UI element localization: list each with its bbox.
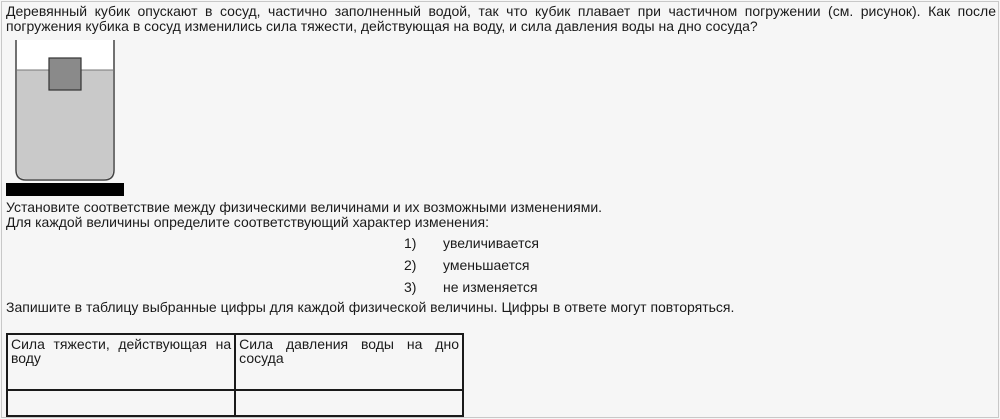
answer-cell-pressure[interactable]: [235, 390, 463, 416]
answer-table: [6, 333, 464, 417]
vessel-stand: [6, 183, 124, 196]
header-pressure-force: Сила давления воды на дно сосуда: [235, 334, 463, 390]
question-text: Деревянный кубик опускают в сосуд, частично заполненный водой, так что кубик плавает при частичном погружении (см. рисунок). Как после погружения кубика в сосуд изменились сила тяжести, действующая на воду, и сила давления воды на дно сосуда?: [6, 3, 996, 34]
table-answer-row: [7, 390, 463, 416]
option-text: увеличивается: [443, 235, 539, 251]
wooden-cube: [49, 58, 81, 90]
table-header-row: [7, 334, 463, 390]
option-number: 2): [404, 257, 417, 273]
answer-cell-gravity[interactable]: [7, 390, 235, 416]
instruction-determine: Для каждой величины определите соответствующий характер изменения:: [6, 214, 489, 230]
option-text: уменьшается: [443, 257, 530, 273]
option-number: 3): [404, 279, 417, 295]
option-text: не изменяется: [443, 279, 538, 295]
option-number: 1): [404, 235, 417, 251]
vessel-figure: [6, 40, 126, 196]
header-gravity-force: Сила тяжести, действующая на воду: [7, 334, 235, 390]
instruction-write: Запишите в таблицу выбранные цифры для каждой физической величины. Цифры в ответе могут повторяться.: [6, 299, 735, 315]
instruction-match: Установите соответствие между физическими величинами и их возможными изменениями.: [6, 199, 603, 215]
